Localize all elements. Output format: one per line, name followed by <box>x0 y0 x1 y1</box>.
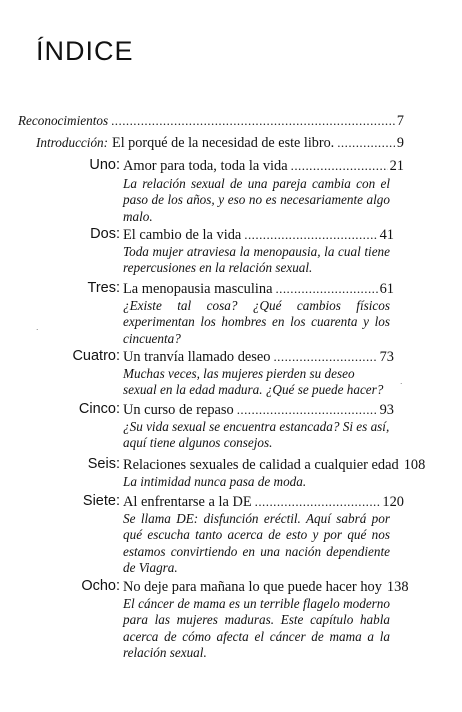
toc-entry-reconocimientos[interactable] <box>18 112 404 130</box>
chapter-description: Muchas veces, las mujeres pierden su deseo sexual en la edad madura. ¿Qué se puede hacer? <box>123 366 384 398</box>
page-number: 41 <box>379 227 394 243</box>
chapter-number: Siete: <box>82 493 120 509</box>
chapter-title: El cambio de la vida <box>123 227 242 243</box>
stray-dot: · <box>400 380 403 388</box>
page-number: 93 <box>379 402 394 418</box>
page-number: 7 <box>396 113 404 129</box>
chapter-number: Cinco: <box>78 401 120 417</box>
entry-label: Reconocimientos <box>18 113 109 128</box>
chapter-description: La intimidad nunca pasa de moda. <box>123 474 307 489</box>
chapter-description: La relación sexual de una pareja cambia con el paso de los años, y eso no es necesariamente algo malo. <box>123 176 390 224</box>
chapter-description: Se llama DE: disfunción eréctil. Aquí sabrá por qué escucha tanto acerca de esto y por qué nos estamos convirtiendo en una nación dependiente de Viagra. <box>123 511 390 575</box>
dot-leader <box>244 226 377 243</box>
page-number: 138 <box>386 579 409 595</box>
chapter-title: Al enfrentarse a la DE <box>123 494 252 510</box>
page-number: 120 <box>382 494 404 510</box>
chapter-description: ¿Su vida sexual se encuentra estancada? Si es así, aquí tiene algunos consejos. <box>123 419 390 451</box>
chapter-title: Un curso de repaso <box>123 402 234 418</box>
dot-leader <box>337 134 395 151</box>
entry-label: Introducción: <box>36 135 109 150</box>
chapter-number: Dos: <box>90 226 120 242</box>
dot-leader <box>275 280 377 297</box>
toc-entry-chapter-3[interactable] <box>123 280 394 298</box>
chapter-description: Toda mujer atraviesa la menopausia, la cual tiene repercusiones en la relación sexual. <box>123 244 390 276</box>
page-number: 9 <box>396 135 404 151</box>
toc-entry-chapter-6[interactable] <box>123 456 426 474</box>
dot-leader <box>273 348 377 365</box>
dot-leader <box>237 401 378 418</box>
page-number: 108 <box>403 457 426 473</box>
chapter-number: Uno: <box>89 157 120 173</box>
toc-entry-chapter-2[interactable] <box>123 226 394 244</box>
chapter-title: Amor para toda, toda la vida <box>123 158 288 174</box>
page-number: 21 <box>389 158 404 174</box>
chapter-number: Ocho: <box>81 578 120 594</box>
page-title: ÍNDICE <box>36 36 134 66</box>
dot-leader <box>255 493 381 510</box>
dot-leader <box>111 112 395 129</box>
chapter-title: Relaciones sexuales de calidad a cualquier edad <box>123 457 399 473</box>
chapter-number: Seis: <box>87 456 120 472</box>
entry-title: El porqué de la necesidad de este libro. <box>112 135 335 151</box>
chapter-title: La menopausia masculina <box>123 281 273 297</box>
chapter-title: Un tranvía llamado deseo <box>123 349 271 365</box>
toc-entry-chapter-5[interactable] <box>123 401 394 419</box>
chapter-title: No deje para mañana lo que puede hacer hoy <box>123 579 382 595</box>
toc-entry-chapter-1[interactable] <box>123 157 404 175</box>
page-number: 61 <box>379 281 394 297</box>
toc-entry-introduccion[interactable] <box>36 134 404 152</box>
chapter-number: Cuatro: <box>72 348 120 364</box>
toc-entry-chapter-8[interactable] <box>123 578 409 596</box>
toc-entry-chapter-7[interactable] <box>123 493 404 511</box>
chapter-description: ¿Existe tal cosa? ¿Qué cambios físicos experimentan los hombres en los cuarenta y los cincuenta? <box>123 298 390 346</box>
stray-dot: · <box>36 326 39 334</box>
page-number: 73 <box>379 349 394 365</box>
chapter-number: Tres: <box>87 280 120 296</box>
chapter-description: El cáncer de mama es un terrible flagelo moderno para las mujeres maduras. Este capítulo habla acerca de cómo afecta el cáncer de mama a la relación sexual. <box>123 596 390 660</box>
toc-entry-chapter-4[interactable] <box>123 348 394 366</box>
dot-leader <box>291 157 388 174</box>
